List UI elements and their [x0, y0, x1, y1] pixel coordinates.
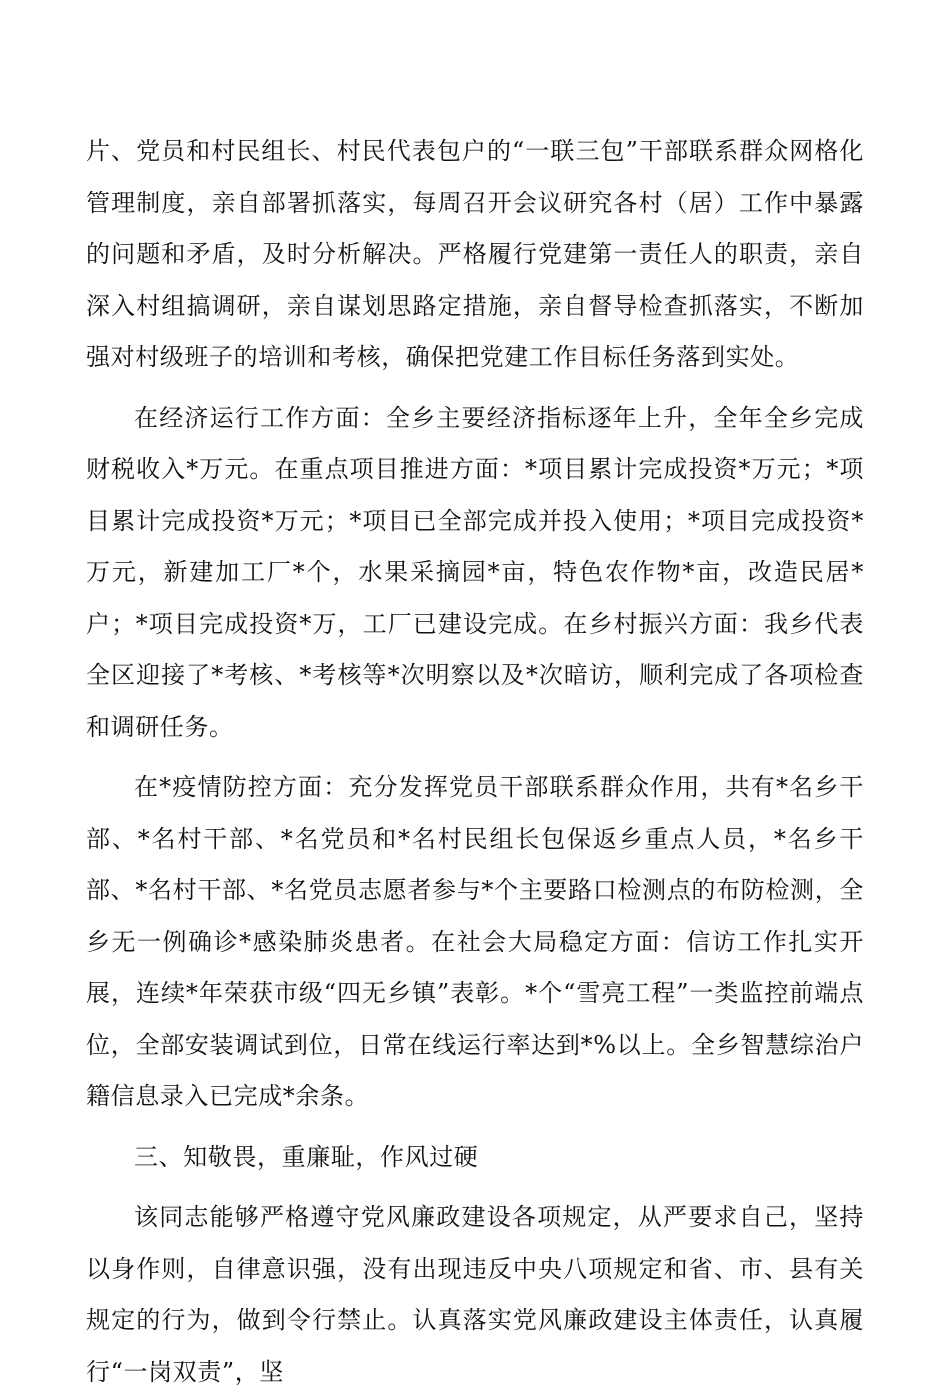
paragraph-integrity: 该同志能够严格遵守党风廉政建设各项规定，从严要求自己，坚持以身作则，自律意识强，没有出现违反中央八项规定和省、市、县有关规定的行为，做到令行禁止。认真落实党风廉政建设主体责任，认真履行“一岗双责”，坚	[86, 1203, 864, 1386]
section-heading: 三、知敬畏，重廉耻，作风过硬	[134, 1142, 479, 1171]
paragraph-epidemic-prevention: 在*疫情防控方面：充分发挥党员干部联系群众作用，共有*名乡干部、*名村干部、*名党员和*名村民组长包保返乡重点人员，*名乡干部、*名村干部、*名党员志愿者参与*个主要路口检测点的布防检测，全乡无一例确诊*感染肺炎患者。在社会大局稳定方面：信访工作扎实开展，连续*年荣获市级“四无乡镇”表彰。*个“雪亮工程”一类监控前端点位，全部安装调试到位，日常在线运行率达到*%以上。全乡智慧综治户籍信息录入已完成*余条。	[86, 773, 864, 1110]
document-body	[86, 126, 864, 1398]
paragraph-party-building: 片、党员和村民组长、村民代表包户的“一联三包”干部联系群众网格化管理制度，亲自部署抓落实，每周召开会议研究各村（居）工作中暴露的问题和矛盾，及时分析解决。严格履行党建第一责任人的职责，亲自深入村组搞调研，亲自谋划思路定措施，亲自督导检查抓落实，不断加强对村级班子的培训和考核，确保把党建工作目标任务落到实处。	[86, 137, 864, 371]
paragraph-economic-operation: 在经济运行工作方面：全乡主要经济指标逐年上升，全年全乡完成财税收入*万元。在重点项目推进方面：*项目累计完成投资*万元；*项目累计完成投资*万元；*项目已全部完成并投入使用；*项目完成投资*万元，新建加工厂*个，水果采摘园*亩，特色农作物*亩，改造民居*户；*项目完成投资*万，工厂已建设完成。在乡村振兴方面：我乡代表全区迎接了*考核、*考核等*次明察以及*次暗访，顺利完成了各项检查和调研任务。	[86, 403, 864, 741]
